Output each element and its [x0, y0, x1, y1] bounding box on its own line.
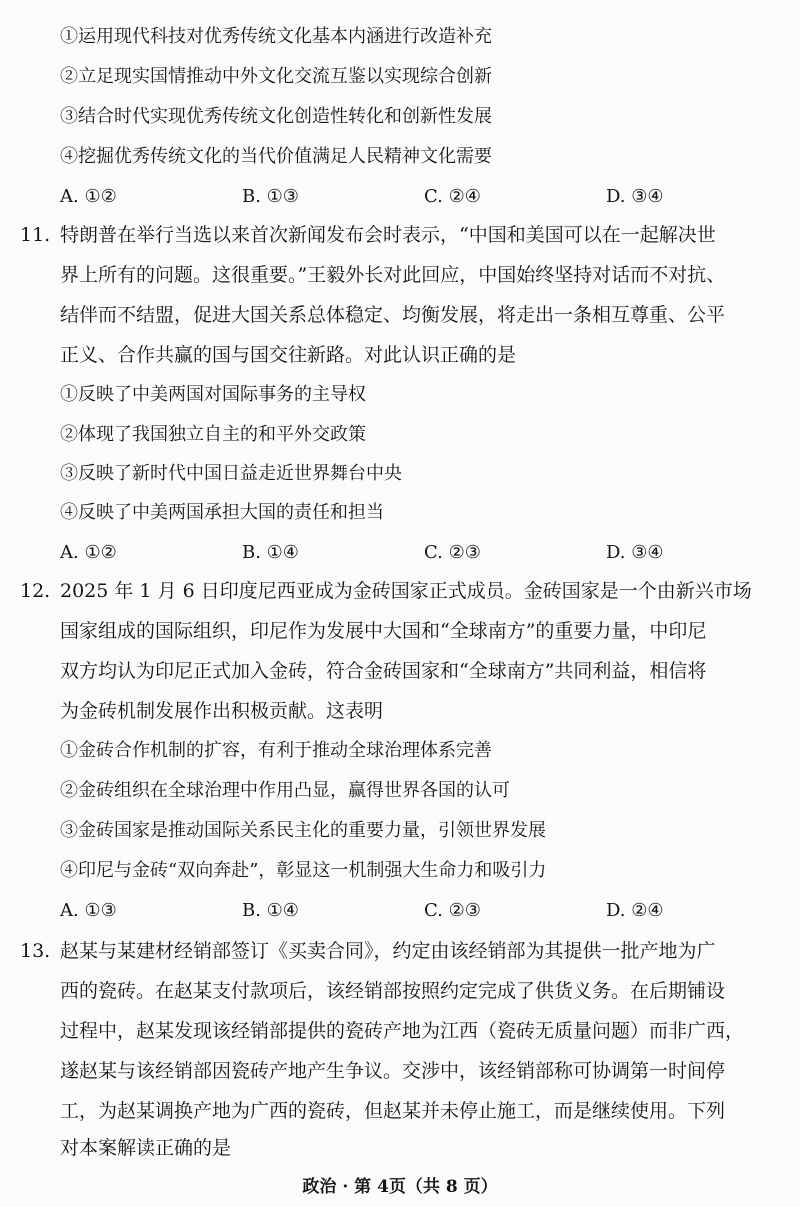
q13-stem-line-3: 过程中，赵某发现该经销部提供的瓷砖产地为江西（瓷砖无质量问题）而非广西， — [60, 1020, 745, 1042]
q11-choice-d: D. ③④ — [606, 542, 664, 563]
q12-choice-c: C. ②③ — [424, 900, 481, 921]
q13-stem-line-1: 赵某与某建材经销部签订《买卖合同》，约定由该经销部为其提供一批产地为广 — [60, 940, 716, 962]
q12-choice-a: A. ①③ — [60, 900, 117, 921]
q11-statement-2: ②体现了我国独立自主的和平外交政策 — [60, 424, 366, 445]
q12-statement-3: ③金砖国家是推动国际关系民主化的重要力量，引领世界发展 — [60, 820, 546, 841]
q11-choice-b: B. ①④ — [242, 542, 299, 563]
q10-statement-4: ④挖掘优秀传统文化的当代价值满足人民精神文化需要 — [60, 146, 492, 167]
q12-stem-line-1: 2025 年 1 月 6 日印度尼西亚成为金砖国家正式成员。金砖国家是一个由新兴市场 — [60, 580, 752, 602]
q12-statement-4: ④印尼与金砖“双向奔赴”，彰显这一机制强大生命力和吸引力 — [60, 860, 547, 881]
q13-stem-line-5: 工，为赵某调换产地为广西的瓷砖，但赵某并未停止施工，而是继续使用。下列 — [60, 1100, 726, 1122]
q13-number: 13. — [20, 940, 51, 962]
q12-statement-2: ②金砖组织在全球治理中作用凸显，赢得世界各国的认可 — [60, 780, 510, 801]
q11-statement-1: ①反映了中美两国对国际事务的主导权 — [60, 384, 366, 405]
q10-choice-a: A. ①② — [60, 186, 117, 207]
q13-stem-line-6: 对本案解读正确的是 — [60, 1137, 232, 1159]
q10-choice-d: D. ③④ — [606, 186, 664, 207]
q11-stem-line-2: 界上所有的问题。这很重要。”王毅外长对此回应，中国始终坚持对话而不对抗、 — [60, 264, 726, 286]
q10-choice-c: C. ②④ — [424, 186, 481, 207]
q11-choice-a: A. ①② — [60, 542, 117, 563]
q11-statement-3: ③反映了新时代中国日益走近世界舞台中央 — [60, 463, 402, 484]
q12-stem-line-3: 双方均认为印尼正式加入金砖，符合金砖国家和“全球南方”共同利益，相信将 — [60, 660, 707, 682]
q10-choice-b: B. ①③ — [242, 186, 299, 207]
q12-stem-line-2: 国家组成的国际组织，印尼作为发展中大国和“全球南方”的重要力量，中印尼 — [60, 620, 707, 642]
q12-choice-d: D. ②④ — [606, 900, 664, 921]
q12-choice-b: B. ①④ — [242, 900, 299, 921]
page-footer: 政治 · 第 4页（共 8 页） — [302, 1177, 498, 1197]
q11-number: 11. — [20, 224, 51, 246]
q10-statement-2: ②立足现实国情推动中外文化交流互鉴以实现综合创新 — [60, 66, 492, 87]
q11-stem-line-4: 正义、合作共赢的国与国交往新路。对此认识正确的是 — [60, 344, 517, 366]
q11-statement-4: ④反映了中美两国承担大国的责任和担当 — [60, 502, 384, 523]
q12-statement-1: ①金砖合作机制的扩容，有利于推动全球治理体系完善 — [60, 740, 492, 761]
q12-stem-line-4: 为金砖机制发展作出积极贡献。这表明 — [60, 700, 384, 722]
q12-number: 12. — [20, 580, 51, 602]
q13-stem-line-4: 遂赵某与该经销部因瓷砖产地产生争议。交涉中，该经销部称可协调第一时间停 — [60, 1060, 726, 1082]
q10-statement-3: ③结合时代实现优秀传统文化创造性转化和创新性发展 — [60, 106, 492, 127]
q11-choice-c: C. ②③ — [424, 542, 481, 563]
q10-statement-1: ①运用现代科技对优秀传统文化基本内涵进行改造补充 — [60, 26, 492, 47]
q13-stem-line-2: 西的瓷砖。在赵某支付款项后，该经销部按照约定完成了供货义务。在后期铺设 — [60, 980, 726, 1002]
q11-stem-line-1: 特朗普在举行当选以来首次新闻发布会时表示，“中国和美国可以在一起解决世 — [60, 224, 716, 246]
q11-stem-line-3: 结伴而不结盟，促进大国关系总体稳定、均衡发展，将走出一条相互尊重、公平 — [60, 304, 726, 326]
